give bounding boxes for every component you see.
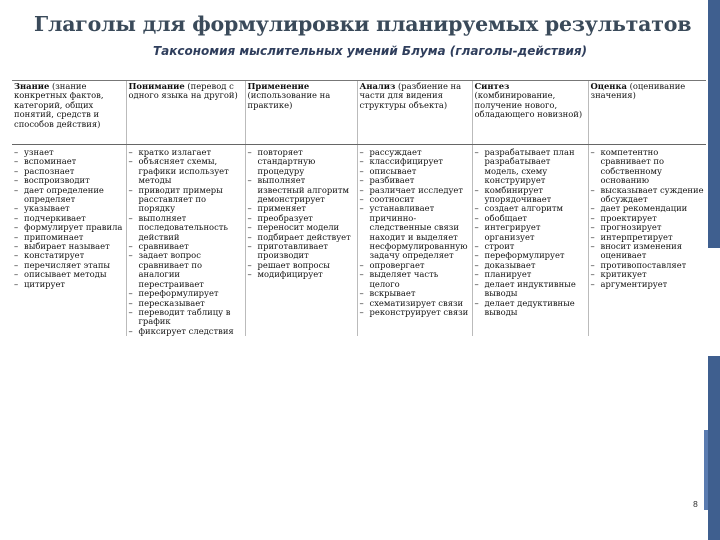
verb-item: – приготавливает производит: [248, 242, 355, 261]
verb-item: – проектирует: [591, 214, 705, 223]
verb-item: – формулирует правила: [14, 223, 124, 232]
header-cell: [245, 81, 357, 145]
header-cell: [12, 81, 126, 145]
header-bold: Синтез: [474, 81, 510, 91]
header-cell: [357, 81, 472, 145]
verb-item: – кратко излагает: [129, 148, 243, 157]
table-body-row: [12, 145, 706, 337]
verb-item: – модифицирует: [248, 270, 355, 279]
verb-item: – преобразует: [248, 214, 355, 223]
verb-list: [14, 148, 124, 289]
verbs-cell: [126, 145, 245, 337]
verb-list: [475, 148, 586, 317]
verb-item: – вносит изменения оценивает: [591, 242, 705, 261]
verb-item: – выделяет часть целого: [360, 270, 470, 289]
verb-item: – различает исследует: [360, 186, 470, 195]
verb-item: – комбинирует упорядочивает: [475, 186, 586, 205]
verb-item: – доказывает: [475, 261, 586, 270]
verb-item: – повторяет стандартную процедуру: [248, 148, 355, 176]
verb-item: – выполняет известный алгоритм демонстрирует: [248, 176, 355, 204]
verb-item: – интегрирует организует: [475, 223, 586, 242]
header-cell: [588, 81, 706, 145]
verb-item: – припоминает: [14, 233, 124, 242]
verb-item: – опровергает: [360, 261, 470, 270]
header-bold: Понимание: [128, 81, 185, 91]
verb-item: – создает алгоритм: [475, 204, 586, 213]
verb-item: – приводит примеры расставляет по порядку: [129, 186, 243, 214]
verb-item: – воспроизводит: [14, 176, 124, 185]
verbs-cell: [588, 145, 706, 337]
slide-subtitle: Таксономия мыслительных умений Блума (глаголы-действия): [152, 44, 588, 58]
header-desc: (разбиение на части для видения структуры объекта): [359, 81, 462, 110]
verb-item: – перечисляет этапы: [14, 261, 124, 270]
verb-item: – вспоминает: [14, 157, 124, 166]
header-cell: [126, 81, 245, 145]
verbs-cell: [245, 145, 357, 337]
verb-item: – разрабатывает план разрабатывает модель, схему конструирует: [475, 148, 586, 186]
header-bold: Знание: [14, 81, 50, 91]
verb-item: – решает вопросы: [248, 261, 355, 270]
header-bold: Анализ: [359, 81, 396, 91]
table-header-row: [12, 81, 706, 145]
verb-item: – вскрывает: [360, 289, 470, 298]
header-desc: (использование на практике): [247, 90, 331, 110]
header-desc: (знание конкретных фактов, категорий, общих понятий, средств и способов действия): [14, 81, 104, 129]
verbs-table-wrapper: [12, 80, 706, 505]
verb-item: – противопоставляет: [591, 261, 705, 270]
verb-list: [129, 148, 243, 336]
verb-item: – планирует: [475, 270, 586, 279]
verb-item: – описывает методы: [14, 270, 124, 279]
verb-item: – сравнивает: [129, 242, 243, 251]
verb-item: – задает вопрос сравнивает по аналогии перестраивает: [129, 251, 243, 289]
verb-item: – переформулирует: [475, 251, 586, 260]
verb-item: – переносит модели: [248, 223, 355, 232]
verb-item: – объясняет схемы, графики использует методы: [129, 157, 243, 185]
verb-item: – обобщает: [475, 214, 586, 223]
verb-item: – соотносит: [360, 195, 470, 204]
verb-item: – указывает: [14, 204, 124, 213]
verb-item: – цитирует: [14, 280, 124, 289]
verb-item: – делает дедуктивные выводы: [475, 299, 586, 318]
header-cell: [472, 81, 588, 145]
blooms-verbs-table: [12, 81, 706, 336]
slide-title: Глаголы для формулировки планируемых результатов: [34, 12, 692, 36]
verb-item: – распознает: [14, 167, 124, 176]
verb-item: – прогнозирует: [591, 223, 705, 232]
verb-item: – высказывает суждение обсуждает: [591, 186, 705, 205]
header-bold: Оценка: [590, 81, 627, 91]
verb-item: – критикует: [591, 270, 705, 279]
verb-item: – реконструирует связи: [360, 308, 470, 317]
verb-item: – фиксирует следствия: [129, 327, 243, 336]
verb-item: – разбивает: [360, 176, 470, 185]
verbs-cell: [12, 145, 126, 337]
verb-item: – компетентно сравнивает по собственному основанию: [591, 148, 705, 186]
verb-item: – констатирует: [14, 251, 124, 260]
verb-item: – выбирает называет: [14, 242, 124, 251]
verb-item: – описывает: [360, 167, 470, 176]
verb-item: – схематизирует связи: [360, 299, 470, 308]
verb-item: – узнает: [14, 148, 124, 157]
verb-item: – строит: [475, 242, 586, 251]
verb-item: – выполняет последовательность действий: [129, 214, 243, 242]
verb-item: – рассуждает: [360, 148, 470, 157]
verb-item: – подчеркивает: [14, 214, 124, 223]
verb-item: – интерпретирует: [591, 233, 705, 242]
sidebar-gap: [708, 248, 720, 356]
verb-item: – переформулирует: [129, 289, 243, 298]
verb-item: – дает определение определяет: [14, 186, 124, 205]
verb-item: – устанавливает причинно-следственные связи находит и выделяет несформулированную задачу определяет: [360, 204, 470, 260]
verb-item: – делает индуктивные выводы: [475, 280, 586, 299]
header-desc: (оценивание значения): [590, 81, 686, 101]
header-desc: (комбинирование, получение нового, обладающего новизной): [474, 90, 583, 120]
page-number: 8: [692, 500, 698, 509]
verbs-cell: [357, 145, 472, 337]
header-desc: (перевод с одного языка на другой): [128, 81, 238, 101]
verb-list: [248, 148, 355, 280]
header-bold: Применение: [247, 81, 310, 91]
verb-list: [360, 148, 470, 317]
verb-item: – классифицирует: [360, 157, 470, 166]
verb-item: – подбирает действует: [248, 233, 355, 242]
verb-item: – переводит таблицу в график: [129, 308, 243, 327]
verb-item: – аргументирует: [591, 280, 705, 289]
verbs-cell: [472, 145, 588, 337]
verb-item: – пересказывает: [129, 299, 243, 308]
verb-list: [591, 148, 705, 289]
verb-item: – дает рекомендации: [591, 204, 705, 213]
verb-item: – применяет: [248, 204, 355, 213]
